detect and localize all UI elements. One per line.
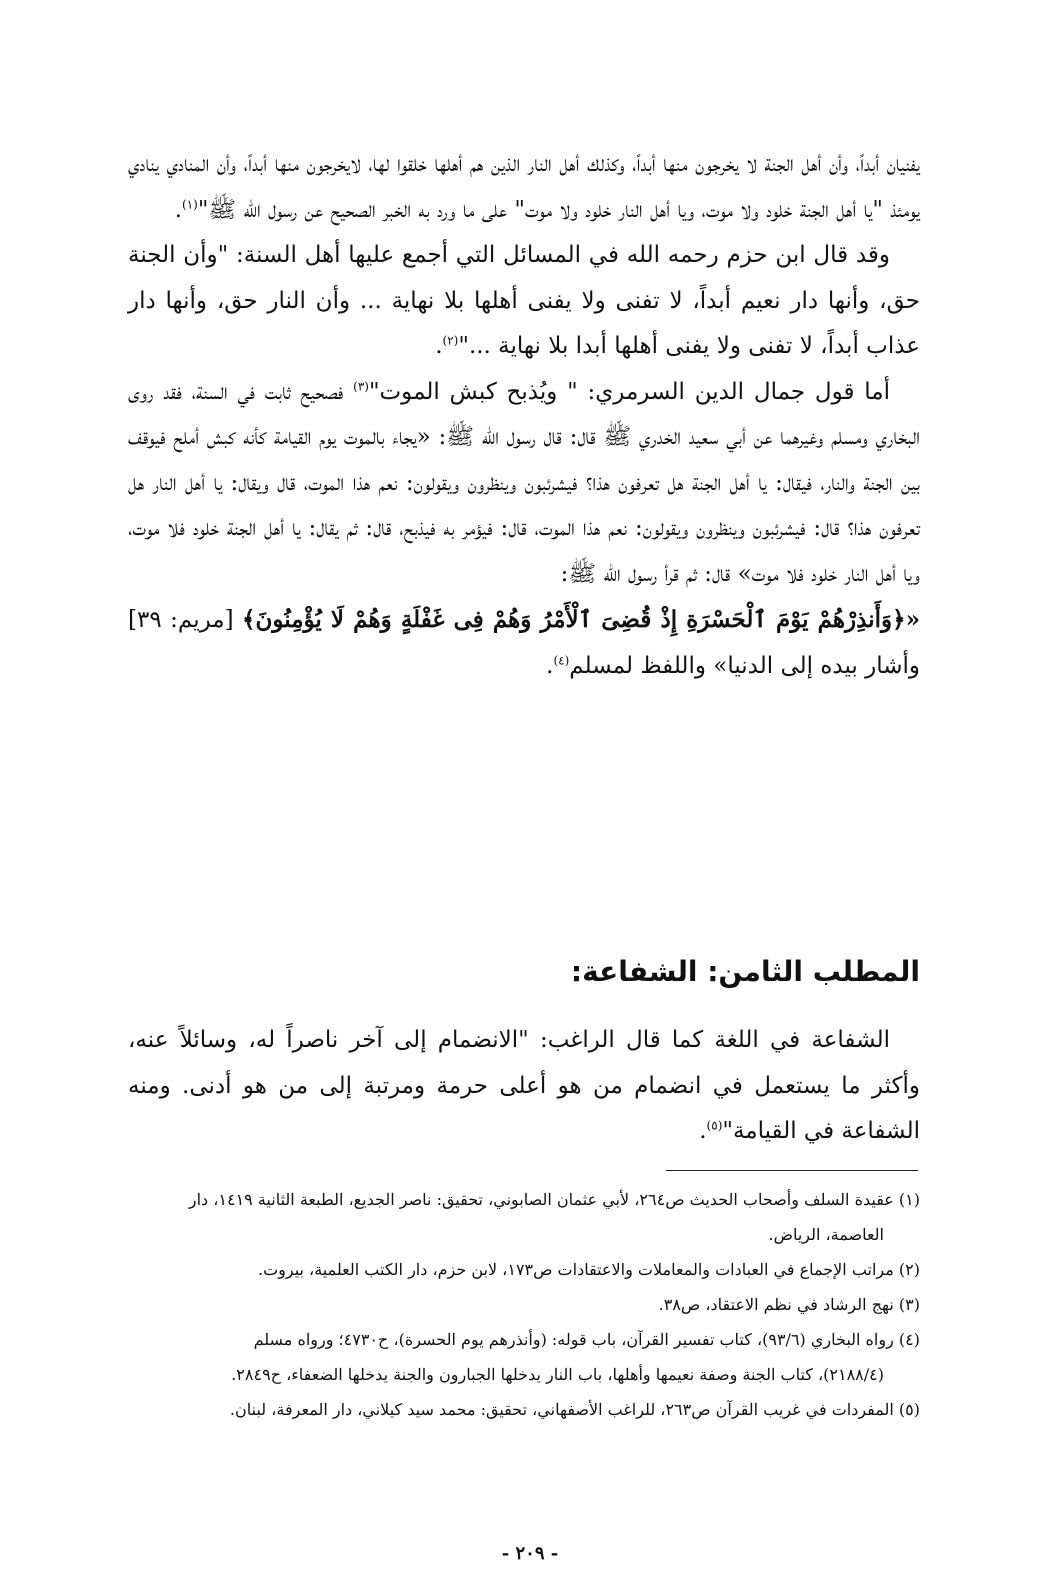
footnote-ref-4[interactable]: (٤)	[553, 652, 570, 667]
main-text	[128, 142, 920, 689]
footnote-5: (٥) المفردات في غريب القرآن ص٢٦٣، للراغب الأصفهاني، تحقيق: محمد سيد كيلاني، دار المعرفة، لبنان.	[229, 1400, 920, 1419]
paragraph-4: «﴿وَأَنذِرْهُمْ يَوْمَ ٱلْحَسْرَةِ إِذْ قُضِىَ ٱلْأَمْرُ وَهُمْ فِى غَفْلَةٍ وَهُمْ لَا يُؤْمِنُونَ﴾ [مريم: ٣٩] وأشار بيده إلى الدنيا» واللفظ لمسلم$^{(٤)}$.	[128, 606, 920, 679]
paragraph-2: وقد قال ابن حزم رحمه الله في المسائل التي أجمع عليها أهل السنة: "وأن الجنة حق، وأنها دار نعيم أبداً، لا تفنى ولا يفنى أهلها بلا نهاية ... وأن النار حق، وأنها دار عذاب أبداً، لا تفنى ولا يفنى أهلها أبدا بلا نهاية ..."$^{(٢)}$.	[128, 242, 920, 359]
footnote-ref-2[interactable]: (٢)	[442, 333, 459, 348]
footnote-ref-5[interactable]: (٥)	[706, 1118, 723, 1133]
quran-verse: «﴿وَأَنذِرْهُمْ يَوْمَ ٱلْحَسْرَةِ إِذْ قُضِىَ ٱلْأَمْرُ وَهُمْ فِى غَفْلَةٍ وَهُمْ لَا يُؤْمِنُونَ﴾	[242, 606, 920, 633]
page-number: - ٢٠٩ -	[501, 1543, 559, 1564]
section-heading: المطلب الثامن: الشفاعة:	[570, 955, 920, 988]
footnote-3: (٣) نهج الرشاد في نظم الاعتقاد، ص٣٨.	[658, 1295, 920, 1314]
footnote-ref-1[interactable]: (١)	[182, 196, 198, 211]
footnote-ref-3[interactable]: (٣)	[353, 378, 369, 393]
footnote-4: (٤) رواه البخاري (٩٣/٦)، كتاب تفسير القرآن، باب قوله: (وأنذرهم يوم الحسرة)، ح٤٧٣٠؛ ورواه مسلم	[253, 1330, 920, 1349]
paragraph-5: الشفاعة في اللغة كما قال الراغب: "الانضمام إلى آخر ناصراً له، وسائلاً عنه، وأكثر ما يستعمل في انضمام من هو أعلى حرمة ومرتبة إلى من هو أدنى. ومنه الشفاعة في القيامة"$^{(٥)}$.	[128, 1027, 920, 1144]
footnote-divider	[666, 1170, 918, 1171]
paragraph-1: يفنيان أبداً، وأن أهل الجنة لا يخرجون منها أبداً، وكذلك أهل النار الذين هم أهلها خلقوا لها، لايخرجون منها أبداً، وأن المنادي ينادي يومئذ "يا أهل الجنة خلود ولا موت، ويا أهل النار خلود ولا موت" على ما ورد به الخبر الصحيح عن رسول الله ﷺ"$^{(١)}$.	[128, 151, 920, 223]
footnote-1-cont: العاصمة، الرياض.	[768, 1225, 884, 1244]
footnote-2: (٢) مراتب الإجماع في العبادات والمعاملات والاعتقادات ص١٧٣، لابن حزم، دار الكتب العلمية، بيروت.	[257, 1260, 920, 1279]
footnote-1: (١) عقيدة السلف وأصحاب الحديث ص٢٦٤، لأبي عثمان الصابوني، تحقيق: ناصر الجديع، الطبعة الثانية ١٤١٩، دار	[188, 1190, 920, 1209]
paragraph-3: أما قول جمال الدين السرمري: " ويُذبح كبش الموت"$^{(٣)}$ فصحيح ثابت في السنة، فقد روى البخاري ومسلم وغيرهما عن أبي سعيد الخدري ﷺ قال: قال رسول الله ﷺ: «يجاء بالموت يوم القيامة كأنه كبش أملح فيوقف بين الجنة والنار، فيقال: يا أهل الجنة هل تعرفون هذا؟ فيشرئبون وينظرون ويقولون: نعم هذا الموت، قال ويقال: يا أهل النار هل تعرفون هذا؟ قال: فيشرئبون وينظرون ويقولون: نعم هذا الموت، قال: فيؤمر به فيذبح، قال: ثم يقال: يا أهل الجنة خلود فلا موت، ويا أهل النار خلود فلا موت» قال: ثم قرأ رسول الله ﷺ:	[128, 378, 921, 587]
footnotes	[128, 1185, 920, 1430]
footnote-4-cont: (٢١٨٨/٤)، كتاب الجنة وصفة نعيمها وأهلها، باب النار يدخلها الجبارون والجنة يدخلها الضعفاء، ح٢٨٤٩.	[231, 1365, 884, 1384]
section-text	[128, 1018, 920, 1155]
